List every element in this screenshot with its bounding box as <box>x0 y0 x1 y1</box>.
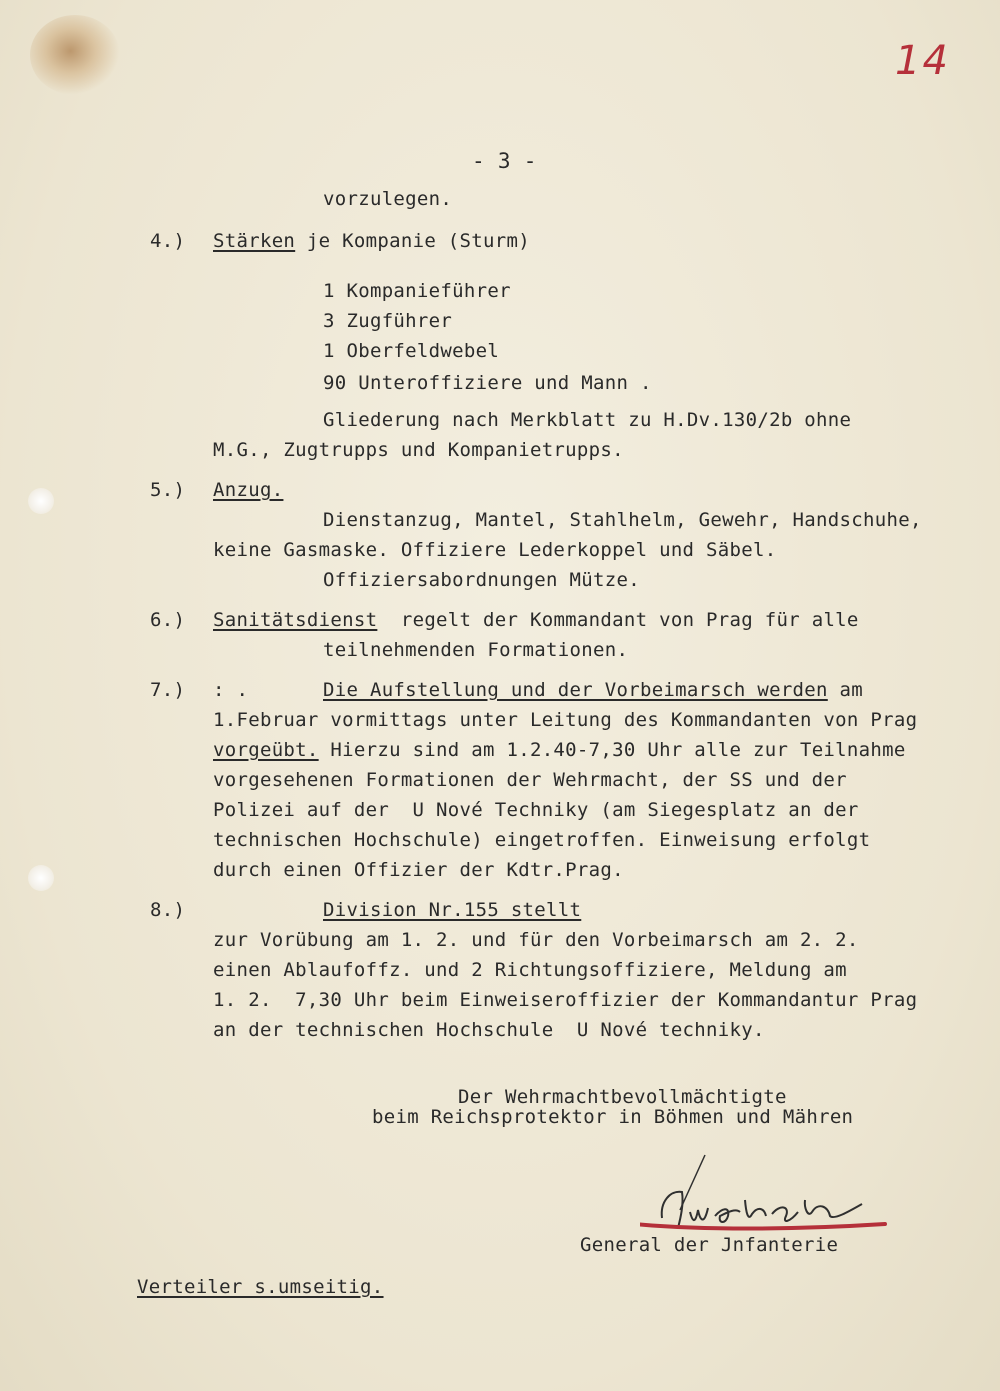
text-line: Offiziersabordnungen Mütze. <box>323 569 640 591</box>
text-line: 90 Unteroffiziere und Mann . <box>323 372 652 394</box>
section-number: 8.) <box>150 899 186 921</box>
text-line: keine Gasmaske. Offiziere Lederkoppel und Säbel. <box>213 539 777 561</box>
text-line <box>213 739 906 761</box>
section-heading-line <box>213 609 859 631</box>
text-line: 1. 2. 7,30 Uhr beim Einweiseroffizier der Kommandantur Prag <box>213 989 918 1011</box>
text-line: vorzulegen. <box>323 188 453 210</box>
text-line: 1 Oberfeldwebel <box>323 340 500 362</box>
punch-hole-bottom <box>28 865 54 891</box>
section-heading-line <box>323 679 863 701</box>
section-heading: Stärken <box>213 230 296 252</box>
section-heading: Anzug. <box>213 479 284 501</box>
text-line: einen Ablaufoffz. und 2 Richtungsoffiziere, Meldung am <box>213 959 847 981</box>
page-number: - 3 - <box>472 149 537 173</box>
archive-page-number: 14 <box>895 38 950 84</box>
text-line: technischen Hochschule) eingetroffen. Einweisung erfolgt <box>213 829 871 851</box>
text-line: Dienstanzug, Mantel, Stahlhelm, Gewehr, Handschuhe, <box>323 509 922 531</box>
section-heading-line <box>213 230 530 252</box>
punch-hole-top <box>28 488 54 514</box>
text-line: an der technischen Hochschule U Nové techniky. <box>213 1019 765 1041</box>
text-line: teilnehmenden Formationen. <box>323 639 629 661</box>
section-number: 4.) <box>150 230 186 252</box>
section-heading: Division Nr.155 stellt <box>323 899 582 921</box>
text-line: zur Vorübung am 1. 2. und für den Vorbeimarsch am 2. 2. <box>213 929 859 951</box>
text-line: Gliederung nach Merkblatt zu H.Dv.130/2b ohne <box>323 409 852 431</box>
section-text: je Kompanie (Sturm) <box>295 230 530 252</box>
section-heading: Die Aufstellung und der Vorbeimarsch werden <box>323 679 828 701</box>
section-number: 5.) <box>150 479 186 501</box>
section-text: am <box>827 679 863 701</box>
text-line: 3 Zugführer <box>323 310 453 332</box>
signature-rank: General der Jnfanterie <box>580 1234 839 1256</box>
text-line: M.G., Zugtrupps und Kompanietrupps. <box>213 439 624 461</box>
section-text: regelt der Kommandant von Prag für alle <box>377 609 859 631</box>
emphasis: vorgeübt. <box>213 739 319 761</box>
distribution-note: Verteiler s.umseitig. <box>137 1276 384 1298</box>
section-heading: Sanitätsdienst <box>213 609 378 631</box>
margin-marks: : . <box>213 679 249 701</box>
section-number: 6.) <box>150 609 186 631</box>
text-line: vorgesehenen Formationen der Wehrmacht, der SS und der <box>213 769 847 791</box>
section-number: 7.) <box>150 679 186 701</box>
text: Hierzu sind am 1.2.40-7,30 Uhr alle zur Teilnahme <box>318 739 906 761</box>
text-line: Polizei auf der U Nové Techniky (am Siegesplatz an der <box>213 799 859 821</box>
rust-stain <box>30 15 120 95</box>
signature-title-line2: beim Reichsprotektor in Böhmen und Mähren <box>372 1106 854 1128</box>
text-line: durch einen Offizier der Kdtr.Prag. <box>213 859 624 881</box>
text-line: 1 Kompanieführer <box>323 280 511 302</box>
text-line: 1.Februar vormittags unter Leitung des Kommandanten von Prag <box>213 709 918 731</box>
signature-title-line1: Der Wehrmachtbevollmächtigte <box>458 1086 787 1108</box>
